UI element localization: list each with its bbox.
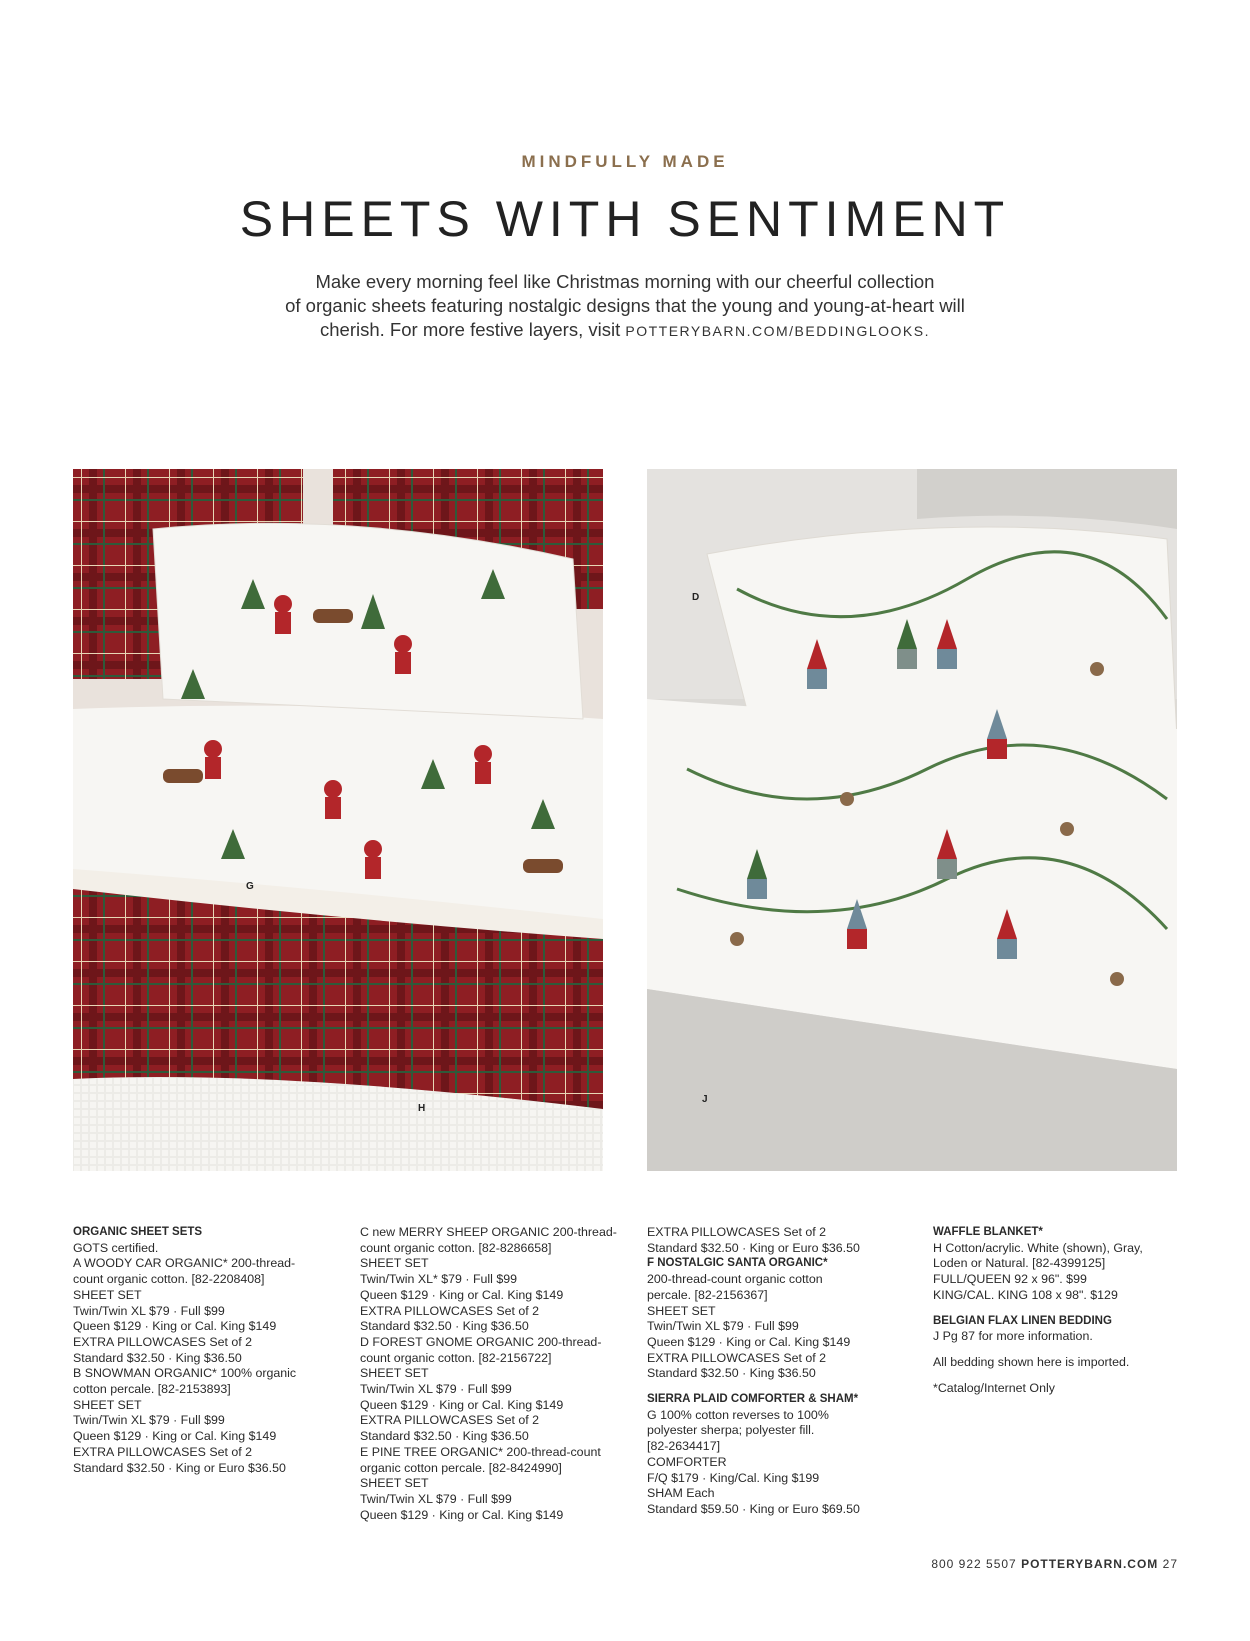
product-copy-line: B SNOWMAN ORGANIC* 100% organic [73, 1366, 297, 1381]
product-copy-line: D FOREST GNOME ORGANIC 200-thread- [360, 1334, 602, 1349]
section-eyebrow: MINDFULLY MADE [521, 152, 729, 171]
product-copy-line: Queen $129 · King or Cal. King $149 [360, 1287, 564, 1302]
product-copy-line: J Pg 87 for more information. [933, 1329, 1093, 1344]
page-number: 27 [1162, 1557, 1178, 1571]
product-copy-line: BELGIAN FLAX LINEN BEDDING [933, 1314, 1112, 1327]
intro-paragraph [200, 270, 1050, 343]
footer-phone: 800 922 5507 [931, 1557, 1017, 1571]
product-copy-line: C new MERRY SHEEP ORGANIC 200-thread- [360, 1225, 617, 1239]
product-column-4 [933, 1225, 1143, 1396]
product-copy-line: Standard $59.50 · King or Euro $69.50 [647, 1501, 860, 1516]
product-copy-line: SHEET SET [360, 1256, 429, 1271]
product-copy-line: Queen $129 · King or Cal. King $149 [647, 1334, 851, 1349]
product-copy-line: Loden or Natural. [82-4399125] [933, 1256, 1106, 1271]
product-copy-line: SIERRA PLAID COMFORTER & SHAM* [647, 1393, 859, 1406]
product-copy-line: Standard $32.50 · King or Euro $36.50 [647, 1240, 860, 1255]
product-copy-line: count organic cotton. [82-2208408] [73, 1272, 265, 1287]
footer-site-link[interactable]: POTTERYBARN.COM [1021, 1557, 1159, 1571]
product-copy-line: All bedding shown here is imported. [933, 1354, 1130, 1369]
product-copy-line [933, 1345, 1143, 1355]
product-copy-line: Twin/Twin XL $79 · Full $99 [647, 1319, 799, 1334]
product-copy-line: KING/CAL. KING 108 x 98". $129 [933, 1287, 1118, 1302]
callout-g: G [246, 881, 254, 892]
product-copy-line [933, 1371, 1143, 1381]
product-copy-line [933, 1304, 1143, 1314]
product-copy-line: EXTRA PILLOWCASES Set of 2 [73, 1334, 253, 1349]
product-copy-line: Standard $32.50 · King $36.50 [647, 1366, 816, 1381]
product-copy-line: E PINE TREE ORGANIC* 200-thread-count [360, 1444, 601, 1459]
product-column-1 [73, 1225, 296, 1476]
product-copy-line: Twin/Twin XL* $79 · Full $99 [360, 1272, 518, 1287]
product-copy-line: SHEET SET [73, 1397, 142, 1412]
intro-line-1: Make every morning feel like Christmas morning with our cheerful collection [315, 271, 935, 292]
product-copy-line: WAFFLE BLANKET* [933, 1226, 1043, 1238]
intro-line-2: of organic sheets featuring nostalgic designs that the young and young-at-heart will [285, 295, 965, 316]
product-column-3 [647, 1225, 860, 1518]
product-copy-line: Standard $32.50 · King $36.50 [73, 1350, 242, 1365]
product-copy-line: polyester sherpa; polyester fill. [647, 1423, 815, 1438]
product-copy-line: Twin/Twin XL $79 · Full $99 [360, 1382, 512, 1397]
product-copy-line: cotton percale. [82-2153893] [73, 1382, 231, 1397]
callout-h: H [418, 1103, 426, 1114]
product-copy-line: Twin/Twin XL $79 · Full $99 [360, 1491, 512, 1506]
gnome-bedding-photo [647, 469, 1177, 1171]
callout-j: J [702, 1094, 708, 1105]
product-copy-line: Standard $32.50 · King $36.50 [360, 1319, 529, 1334]
product-copy-line: ORGANIC SHEET SETS [73, 1226, 203, 1238]
product-copy-line: Queen $129 · King or Cal. King $149 [73, 1429, 277, 1444]
product-copy-line: count organic cotton. [82-8286658] [360, 1240, 552, 1255]
product-copy-line: Standard $32.50 · King $36.50 [360, 1429, 529, 1444]
product-copy-line: SHEET SET [360, 1476, 429, 1491]
santa-bedding-illustration [73, 469, 603, 1171]
intro-line-3 [200, 318, 1050, 343]
product-copy-line: Standard $32.50 · King or Euro $36.50 [73, 1460, 286, 1475]
product-copy-line: SHEET SET [73, 1287, 142, 1302]
product-copy-line: Twin/Twin XL $79 · Full $99 [73, 1413, 225, 1428]
page-headline: SHEETS WITH SENTIMENT [239, 191, 1011, 247]
product-copy-line: Queen $129 · King or Cal. King $149 [73, 1319, 277, 1334]
product-copy-line: EXTRA PILLOWCASES Set of 2 [73, 1444, 253, 1459]
product-copy-line: EXTRA PILLOWCASES Set of 2 [647, 1350, 827, 1365]
product-copy-line: H Cotton/acrylic. White (shown), Gray, [933, 1240, 1143, 1255]
product-copy-line: A WOODY CAR ORGANIC* 200-thread- [73, 1256, 296, 1271]
intro-url-link[interactable]: POTTERYBARN.COM/BEDDINGLOOKS. [625, 323, 930, 339]
product-copy-line: EXTRA PILLOWCASES Set of 2 [360, 1413, 540, 1428]
product-copy-line: SHAM Each [647, 1486, 715, 1501]
product-copy-line: [82-2634417] [647, 1439, 721, 1454]
product-copy-line: Queen $129 · King or Cal. King $149 [360, 1507, 564, 1522]
product-copy-line: FULL/QUEEN 92 x 96". $99 [933, 1272, 1087, 1287]
product-copy-line: EXTRA PILLOWCASES Set of 2 [360, 1303, 540, 1318]
product-copy-line: G 100% cotton reverses to 100% [647, 1407, 829, 1422]
product-column-2 [360, 1225, 617, 1523]
santa-bedding-photo [73, 469, 603, 1171]
product-copy-line: COMFORTER [647, 1454, 727, 1469]
product-copy-line: 200-thread-count organic cotton [647, 1272, 823, 1287]
product-copy-line: F/Q $179 · King/Cal. King $199 [647, 1470, 820, 1485]
product-copy-line: Queen $129 · King or Cal. King $149 [360, 1397, 564, 1412]
product-copy-line: SHEET SET [360, 1366, 429, 1381]
page-footer [931, 1557, 1178, 1571]
product-copy-line: organic cotton percale. [82-8424990] [360, 1460, 562, 1475]
intro-line-3-text: cherish. For more festive layers, visit [320, 319, 621, 340]
product-copy-line: GOTS certified. [73, 1240, 159, 1255]
product-copy-line: F NOSTALGIC SANTA ORGANIC* [647, 1257, 828, 1270]
product-copy-line: *Catalog/Internet Only [933, 1380, 1055, 1395]
product-copy-line: EXTRA PILLOWCASES Set of 2 [647, 1225, 827, 1239]
product-copy-line: SHEET SET [647, 1303, 716, 1318]
gnome-bedding-illustration [647, 469, 1177, 1171]
product-copy-line [647, 1382, 860, 1392]
product-copy-line: count organic cotton. [82-2156722] [360, 1350, 552, 1365]
product-copy-line: Twin/Twin XL $79 · Full $99 [73, 1303, 225, 1318]
callout-d: D [692, 592, 700, 603]
product-copy-line: percale. [82-2156367] [647, 1287, 768, 1302]
